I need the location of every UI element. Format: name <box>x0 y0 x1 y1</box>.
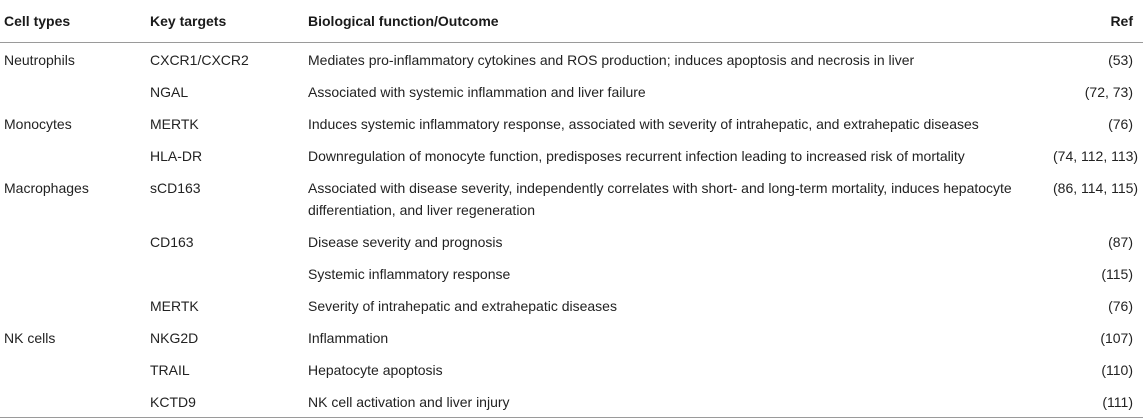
cell-type <box>0 257 146 289</box>
key-target: MERTK <box>150 298 199 314</box>
key-target: NGAL <box>150 84 189 100</box>
cell-type <box>0 385 146 418</box>
key-target: HLA-DR <box>150 148 203 164</box>
key-target: TRAIL <box>150 362 190 378</box>
table-row <box>0 225 1143 257</box>
header-ref: Ref <box>1049 0 1143 43</box>
function-text: Systemic inflammatory response <box>308 266 511 282</box>
table-row <box>0 171 1143 225</box>
ref-link[interactable]: (107) <box>1100 330 1133 346</box>
table-row <box>0 43 1143 76</box>
table-row <box>0 107 1143 139</box>
header-function: Biological function/Outcome <box>304 0 1049 43</box>
function-text: Associated with disease severity, independently correlates with short- and long-term mortality, induces hepatocyte differentiation, and liver regeneration <box>308 180 1012 218</box>
key-target: MERTK <box>150 116 199 132</box>
function-text: Inflammation <box>308 330 389 346</box>
ref-link[interactable]: (111) <box>1049 385 1143 418</box>
cell-type <box>0 289 146 321</box>
key-target <box>146 257 304 289</box>
header-row <box>0 0 1143 43</box>
ref-link[interactable]: (76) <box>1108 298 1133 314</box>
table-row <box>0 257 1143 289</box>
key-target: sCD163 <box>150 180 201 196</box>
ref-link[interactable]: (110) <box>1101 362 1133 378</box>
header-cell-types: Cell types <box>0 0 146 43</box>
ref-link[interactable]: (86, 114, 115) <box>1053 180 1139 196</box>
table-row <box>0 385 1143 418</box>
ref-link[interactable]: (115) <box>1101 266 1133 282</box>
ref-link[interactable]: (87) <box>1108 234 1133 250</box>
cell-type: Neutrophils <box>4 52 75 68</box>
cell-type: NK cells <box>4 330 56 346</box>
table-row <box>0 289 1143 321</box>
key-target: CXCR1/CXCR2 <box>150 52 249 68</box>
cell-type <box>0 75 146 107</box>
function-text: Severity of intrahepatic and extrahepatic diseases <box>308 298 617 314</box>
table-row <box>0 75 1143 107</box>
key-target: CD163 <box>150 234 194 250</box>
table-row <box>0 353 1143 385</box>
ref-link[interactable]: (76) <box>1108 116 1133 132</box>
cell-type <box>0 139 146 171</box>
table-row <box>0 321 1143 353</box>
header-key-targets: Key targets <box>146 0 304 43</box>
function-text: Associated with systemic inflammation and liver failure <box>308 84 646 100</box>
ref-link[interactable]: (72, 73) <box>1084 84 1133 100</box>
cell-type: Macrophages <box>4 180 89 196</box>
function-text: Mediates pro-inflammatory cytokines and ROS production; induces apoptosis and necrosis in liver <box>308 52 915 68</box>
function-text: Disease severity and prognosis <box>308 234 503 250</box>
ref-link[interactable]: (53) <box>1108 52 1133 68</box>
cell-type <box>0 353 146 385</box>
cell-type <box>0 225 146 257</box>
ref-link[interactable]: (74, 112, 113) <box>1053 148 1139 164</box>
function-text: Induces systemic inflammatory response, associated with severity of intrahepatic, and extrahepatic diseases <box>308 116 979 132</box>
function-text: Hepatocyte apoptosis <box>308 362 443 378</box>
function-text: Downregulation of monocyte function, predisposes recurrent infection leading to increased risk of mortality <box>308 148 965 164</box>
key-target: KCTD9 <box>146 385 304 418</box>
key-target: NKG2D <box>150 330 199 346</box>
cell-type: Monocytes <box>4 116 72 132</box>
table-row <box>0 139 1143 171</box>
function-text: NK cell activation and liver injury <box>304 385 1049 418</box>
